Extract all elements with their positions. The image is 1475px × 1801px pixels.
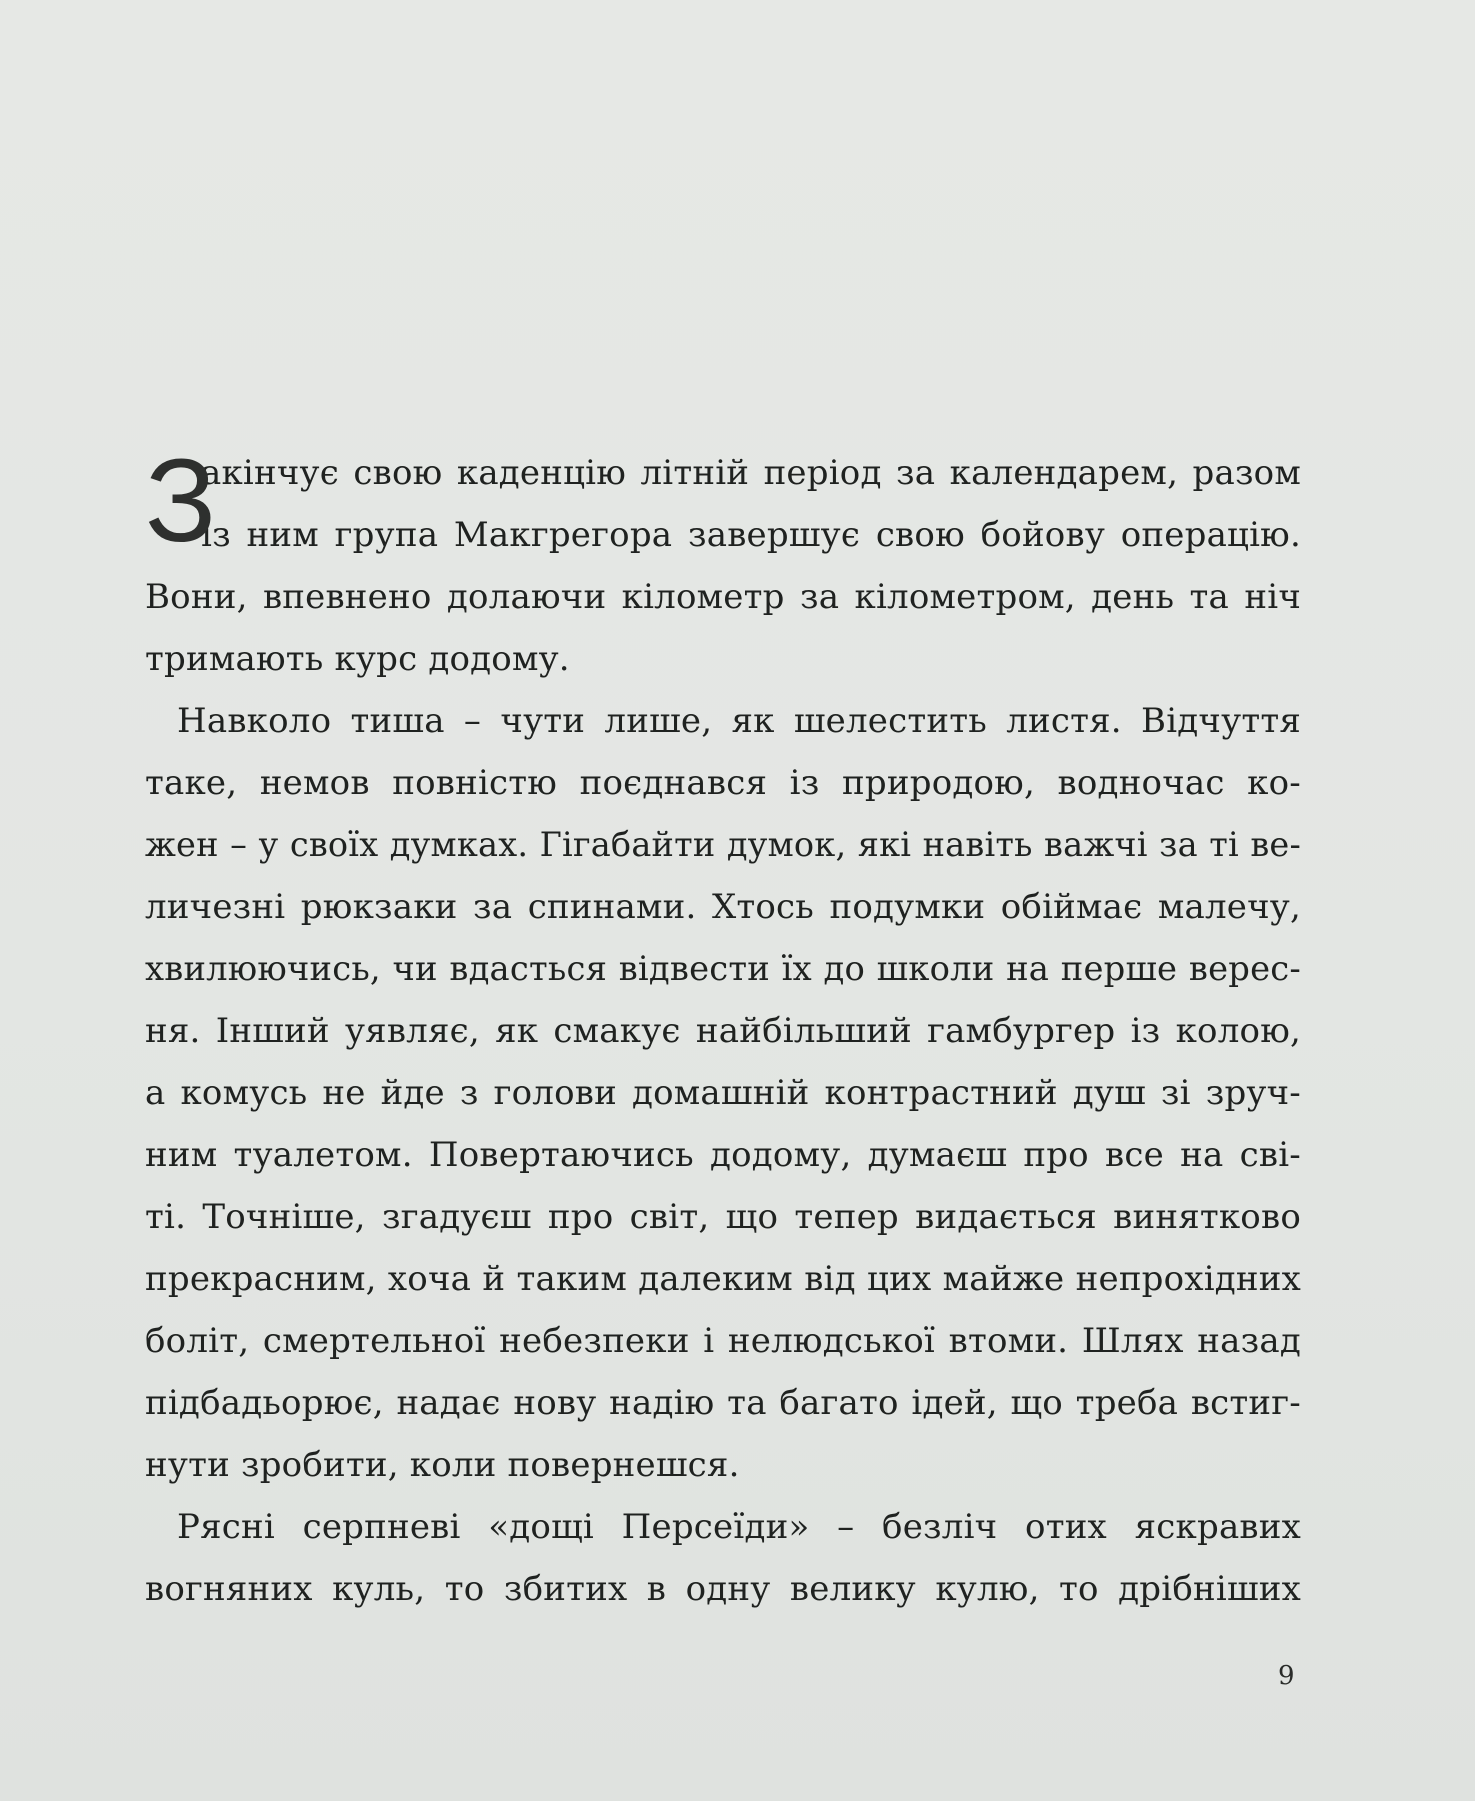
text-line: боліт, смертельної небезпеки і нелюдської втоми. Шлях назад [145, 1321, 1301, 1361]
text-line: жен – у своїх думках. Гігабайти думок, які навіть важчі за ті ве- [145, 825, 1301, 864]
text-line: таке, немов повністю поєднався із природою, водночас ко- [145, 763, 1301, 803]
paragraph-2 [145, 690, 1301, 1496]
text-line: ним туалетом. Повертаючись додому, думаєш про все на сві- [145, 1135, 1301, 1175]
text-line: акінчує свою каденцію літній період за календарем, разом [201, 453, 1301, 493]
paragraph-1 [145, 435, 1301, 690]
text-line: вогняних куль, то збитих в одну велику кулю, то дрібніших [145, 1569, 1301, 1609]
body-text [145, 435, 1301, 1620]
drop-cap: З [145, 435, 217, 567]
text-line: тримають курс додому. [145, 639, 570, 679]
text-line: ня. Інший уявляє, як смакує найбільший гамбургер із колою, [145, 1011, 1301, 1051]
text-line: підбадьорює, надає нову надію та багато ідей, що треба встиг- [145, 1383, 1301, 1423]
text-line: Вони, впевнено долаючи кілометр за кілометром, день та ніч [145, 577, 1301, 617]
paragraph-3 [145, 1496, 1301, 1620]
text-line: а комусь не йде з голови домашній контрастний душ зі зруч- [145, 1073, 1301, 1113]
text-line: нути зробити, коли повернешся. [145, 1445, 740, 1485]
text-line: із ним група Макгрегора завершує свою бойову операцію. [201, 515, 1301, 555]
text-line: личезні рюкзаки за спинами. Хтось подумки обіймає малечу, [145, 887, 1301, 927]
page-number: 9 [1278, 1661, 1295, 1691]
text-line: Навколо тиша – чути лише, як шелестить листя. Відчуття [177, 701, 1301, 741]
text-line: хвилюючись, чи вдасться відвести їх до школи на перше верес- [145, 949, 1301, 988]
text-line: ті. Точніше, згадуєш про світ, що тепер видається винятково [145, 1197, 1301, 1237]
text-line: Рясні серпневі «дощі Персеїди» – безліч отих яскравих [177, 1507, 1301, 1547]
text-line: прекрасним, хоча й таким далеким від цих майже непрохідних [145, 1259, 1301, 1299]
